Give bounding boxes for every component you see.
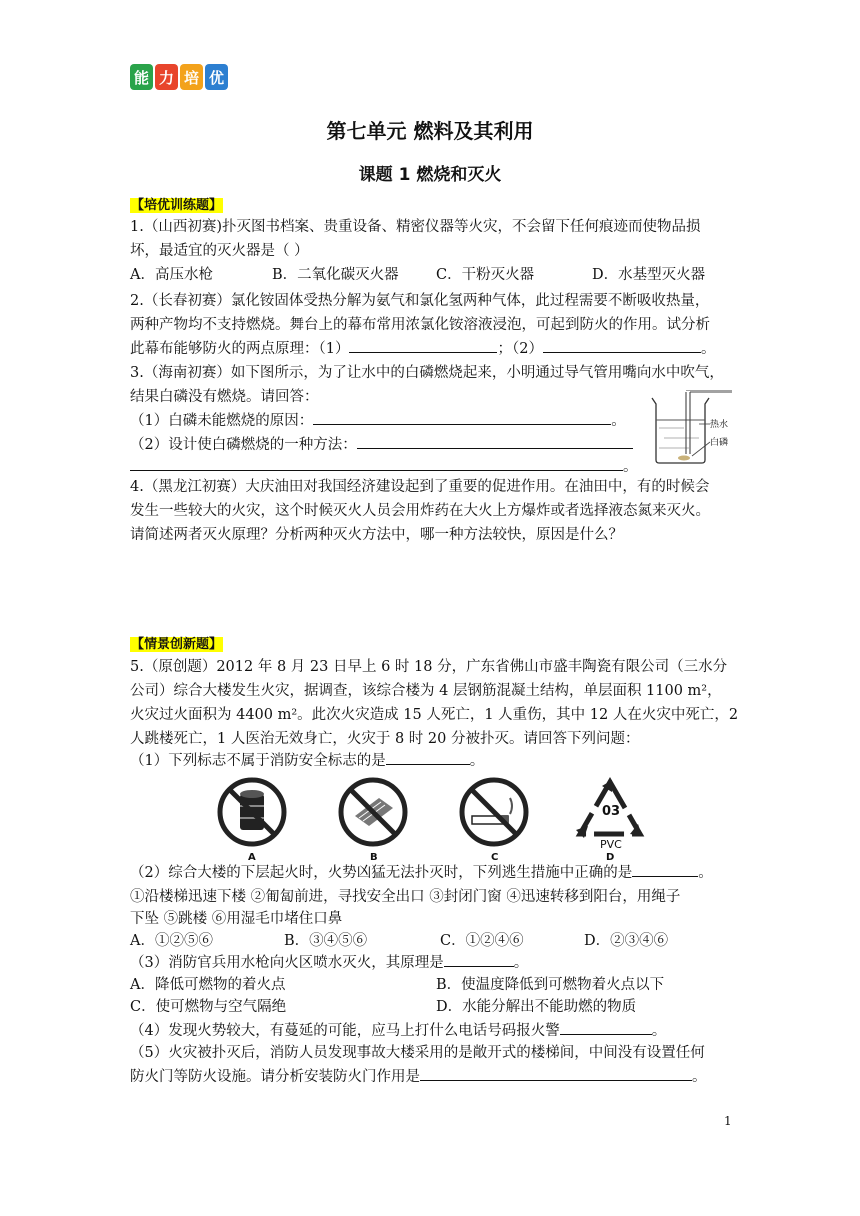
answer-blank[interactable] (349, 338, 497, 353)
q5-option-b: B．③④⑤⑥ (284, 933, 368, 949)
q3-line: 。 (130, 456, 740, 479)
q1-option-a: A．高压水枪 (130, 267, 213, 283)
answer-blank[interactable] (632, 862, 698, 877)
sign-label-d: D (606, 852, 615, 863)
q5-option-a: A．①②⑤⑥ (130, 933, 213, 949)
q3-line: 3.（海南初赛）如下图所示，为了让水中的白磷燃烧起来，小明通过导气管用嘴向水中吹气， (130, 365, 724, 381)
q4-line: 发生一些较大的火灾，这个时候灭火人员会用炸药在大火上方爆炸或者选择液态氮来灭火。 (130, 503, 710, 519)
q1-line: 坏，最适宜的灭火器是（ ） (130, 243, 309, 259)
section-heading-training: 【培优训练题】 (131, 198, 223, 213)
q5-line: 人跳楼死亡，1 人医治无效身亡，火灾于 8 时 20 分被扑灭。请回答下列问题： (130, 731, 640, 747)
beaker-figure (644, 390, 734, 466)
answer-blank[interactable] (560, 1020, 652, 1035)
q5-line: 5.（原创题）2012 年 8 月 23 日早上 6 时 18 分，广东省佛山市盛丰陶瓷有限公司（三水分 (130, 659, 728, 675)
q1-option-d: D．水基型灭火器 (592, 267, 706, 283)
q5-part2: （2）综合大楼的下层起火时，火势凶猛无法扑灭时，下列逃生措施中正确的是 。 (130, 862, 740, 885)
recycle-code: 03 (602, 804, 621, 819)
q4-line: 4.（黑龙江初赛）大庆油田对我国经济建设起到了重要的促进作用。在油田中，有的时候会 (130, 479, 710, 495)
q5-p3-option-c: C．使可燃物与空气隔绝 (130, 999, 287, 1015)
answer-blank[interactable] (357, 434, 633, 449)
q5-part3: （3）消防官兵用水枪向火区喷水灭火，其原理是 。 (130, 952, 740, 975)
answer-blank[interactable] (444, 952, 514, 967)
q5-part1: （1）下列标志不属于消防安全标志的是 。 (130, 750, 740, 773)
sign-label-c: C (491, 852, 499, 863)
section-heading-scenario: 【情景创新题】 (131, 637, 223, 652)
safety-signs (212, 776, 652, 866)
q3-line: 结果白磷没有燃烧。请回答： (130, 389, 319, 405)
q5-option-c: C．①②④⑥ (440, 933, 524, 949)
q2-line: 两种产物均不支持燃烧。舞台上的幕布常用浓氯化铵溶液浸泡，可起到防火的作用。试分析 (130, 317, 710, 333)
answer-blank[interactable] (543, 338, 701, 353)
q2-line: 此幕布能够防火的两点原理：（1） ；（2） 。 (130, 338, 740, 361)
no-matches-sign (337, 776, 409, 848)
q5-line: 火灾过火面积为 4400 m²。此次火灾造成 15 人死亡，1 人重伤，其中 12 人在火灾中死亡，2 (130, 707, 739, 723)
q5-part4: （4）发现火势较大，有蔓延的可能，应马上打什么电话号码报火警 。 (130, 1020, 740, 1043)
answer-blank[interactable] (313, 410, 611, 425)
logo-char: 力 (155, 64, 178, 90)
lesson-title: 课题 1 燃烧和灭火 (358, 165, 502, 185)
no-oil-barrel-sign (216, 776, 288, 848)
logo-char: 优 (205, 64, 228, 90)
sign-label-b: B (370, 852, 378, 863)
q3-line: （2）设计使白磷燃烧的一种方法： (130, 434, 740, 457)
brand-logo (130, 64, 228, 90)
q5-line: ①沿楼梯迅速下楼 ②匍匐前进，寻找安全出口 ③封闭门窗 ④迅速转移到阳台，用绳子 (130, 889, 681, 905)
q1-line: 1.（山西初赛)扑灭图书档案、贵重设备、精密仪器等火灾，不会留下任何痕迹而使物品损 (130, 219, 701, 235)
recycle-material: PVC (600, 838, 622, 851)
q4-line: 请简述两者灭火原理？分析两种灭火方法中，哪一种方法较快，原因是什么？ (130, 527, 623, 543)
logo-char: 培 (180, 64, 203, 90)
q2-line: 2.（长春初赛）氯化铵固体受热分解为氨气和氯化氢两种气体，此过程需要不断吸收热量， (130, 293, 710, 309)
page-number: 1 (724, 1114, 732, 1128)
page-title: 第七单元 燃料及其利用 (326, 119, 534, 143)
logo-char: 能 (130, 64, 153, 90)
q3-line: （1）白磷未能燃烧的原因： 。 (130, 410, 740, 433)
answer-blank[interactable] (130, 456, 623, 471)
q5-p3-option-d: D．水能分解出不能助燃的物质 (436, 999, 637, 1015)
answer-blank[interactable] (420, 1066, 692, 1081)
no-smoking-sign (458, 776, 530, 848)
q5-line: 公司）综合大楼发生火灾，据调查，该综合楼为 4 层钢筋混凝土结构，单层面积 1100 m²， (130, 683, 722, 699)
q5-option-d: D．②③④⑥ (584, 933, 669, 949)
q5-line: 下坠 ⑤跳楼 ⑥用湿毛巾堵住口鼻 (130, 911, 343, 927)
answer-blank[interactable] (386, 750, 470, 765)
q5-p3-option-b: B．使温度降低到可燃物着火点以下 (436, 977, 665, 993)
q1-option-b: B．二氧化碳灭火器 (272, 267, 399, 283)
sign-label-a: A (248, 852, 256, 863)
q5-part5: 防火门等防火设施。请分析安装防火门作用是 。 (130, 1066, 740, 1089)
figure-label-hot-water: 热水 (710, 420, 729, 430)
q1-option-c: C．干粉灭火器 (436, 267, 535, 283)
q5-line: （5）火灾被扑灭后，消防人员发现事故大楼采用的是敞开式的楼梯间，中间没有设置任何 (130, 1045, 705, 1061)
figure-label-white-phosphorus: 白磷 (710, 438, 729, 448)
q5-p3-option-a: A．降低可燃物的着火点 (130, 977, 286, 993)
